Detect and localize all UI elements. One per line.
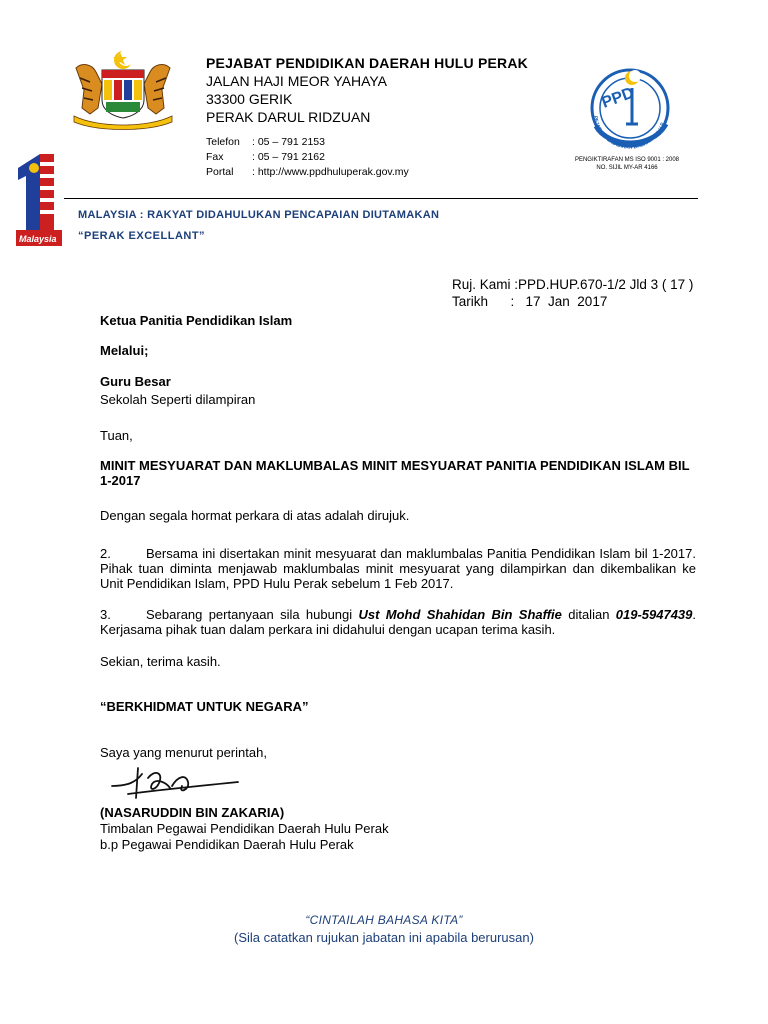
address-line-2: 33300 GERIK: [206, 91, 293, 107]
portal-link[interactable]: : http://www.ppdhuluperak.gov.my: [252, 166, 409, 178]
contact-person: Ust Mohd Shahidan Bin Shaffie: [358, 607, 562, 622]
sign-off: Saya yang menurut perintah,: [100, 745, 267, 760]
subject: MINIT MESYUARAT DAN MAKLUMBALAS MINIT MESYUARAT PANITIA PENDIDIKAN ISLAM BIL 1-2017: [100, 458, 690, 488]
signer-title-1: Timbalan Pegawai Pendidikan Daerah Hulu Perak: [100, 821, 389, 836]
1malaysia-logo: [10, 150, 70, 250]
footer-slogan: “CINTAILAH BAHASA KITA”: [305, 913, 463, 927]
1malaysia-logo-text: Malaysia: [19, 234, 57, 244]
fax-row: [206, 151, 325, 163]
footer-note: (Sila catatkan rujukan jabatan ini apabila berurusan): [234, 930, 534, 945]
paragraph-3-number: 3.: [100, 607, 111, 622]
signer-title-2: b.p Pegawai Pendidikan Daerah Hulu Perak: [100, 837, 354, 852]
paragraph-2: [100, 546, 696, 591]
opening-line: Dengan segala hormat perkara di atas adalah dirujuk.: [100, 508, 410, 523]
signer-name: (NASARUDDIN BIN ZAKARIA): [100, 805, 285, 820]
fax-label: Fax: [206, 151, 224, 163]
paragraph-3-text-b: ditalian: [561, 607, 616, 622]
ppd-logo: [578, 64, 680, 154]
fax-value: : 05 – 791 2162: [252, 151, 325, 163]
office-name: PEJABAT PENDIDIKAN DAERAH HULU PERAK: [206, 55, 528, 71]
paragraph-3-text-c: . Kerjasama pihak tuan dalam perkara ini didahului dengan ucapan terima kasih.: [100, 607, 697, 637]
letterhead-divider: [64, 198, 698, 199]
ppd-logo-text: PPD: [599, 84, 637, 112]
portal-row: [206, 166, 409, 178]
paragraph-3: [100, 607, 696, 637]
reference-number: Ruj. Kami :PPD.HUP.670-1/2 Jld 3 ( 17 ): [452, 277, 694, 292]
iso-certification-line-2: NO. SIJIL MY-AR 4166: [596, 165, 658, 171]
portal-label: Portal: [206, 166, 234, 178]
letter-date: Tarikh : 17 Jan 2017: [452, 294, 608, 309]
paragraph-3-text-a: Sebarang pertanyaan sila hubungi: [146, 607, 359, 622]
address-line-3: PERAK DARUL RIDZUAN: [206, 109, 371, 125]
via-school: Sekolah Seperti dilampiran: [100, 392, 256, 407]
coat-of-arms-logo: [68, 48, 178, 130]
phone-value: : 05 – 791 2153: [252, 136, 325, 148]
paragraph-2-number: 2.: [100, 546, 111, 561]
contact-phone: 019-5947439: [615, 607, 693, 622]
address-line-1: JALAN HAJI MEOR YAHAYA: [206, 73, 388, 89]
national-motto: MALAYSIA : RAKYAT DIDAHULUKAN PENCAPAIAN DIUTAMAKAN: [78, 209, 440, 221]
via-label: Melalui;: [100, 343, 149, 358]
paragraph-2-text: Bersama ini disertakan minit mesyuarat dan maklumbalas Panitia Pendidikan Islam bil 1-2017. Pihak tuan diminta menjawab maklumbalas minit mesyuarat yang dilampirkan dan dikembalikan ke Unit Pendidikan Islam, PPD Hulu Perak sebelum 1 Feb 2017.: [100, 546, 696, 591]
closing: Sekian, terima kasih.: [100, 654, 221, 669]
recipient: Ketua Panitia Pendidikan Islam: [100, 313, 293, 328]
state-motto: “PERAK EXCELLANT”: [78, 230, 206, 242]
via-name: Guru Besar: [100, 374, 171, 389]
signature: [108, 764, 248, 808]
phone-row: [206, 136, 325, 148]
ppd-logo-ring-text: PEJABAT PENDIDIKAN DAERAH HULU P: [591, 115, 667, 151]
salutation: Tuan,: [100, 428, 133, 443]
slogan: “BERKHIDMAT UNTUK NEGARA”: [100, 699, 309, 714]
phone-label: Telefon: [206, 136, 240, 148]
iso-certification-line-1: PENGIKTIRAFAN MS ISO 9001 : 2008: [574, 157, 680, 163]
